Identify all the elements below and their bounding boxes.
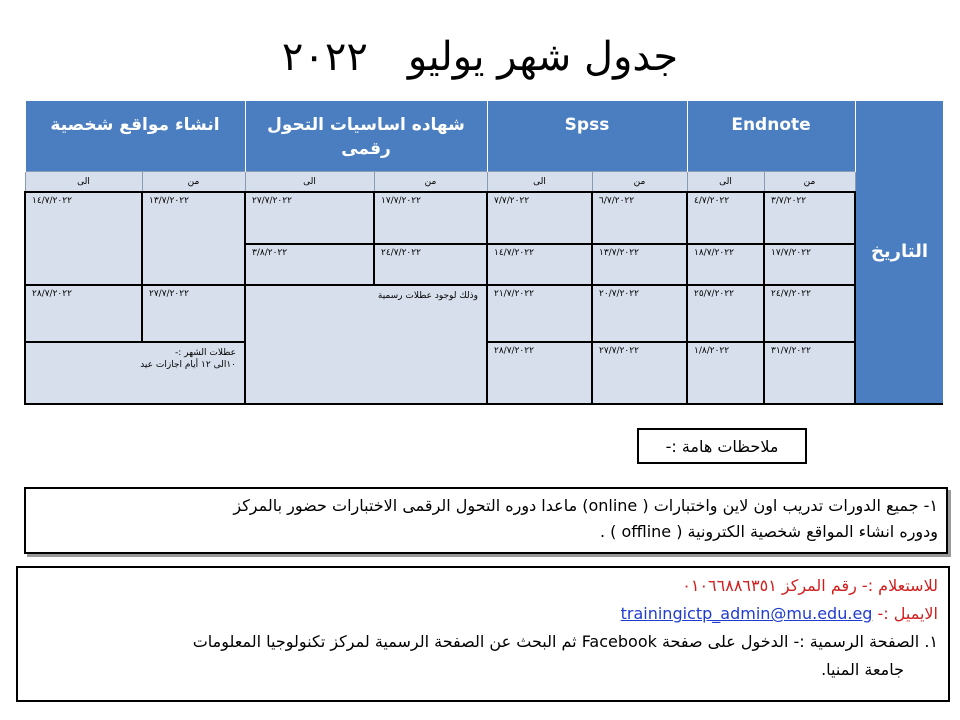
table-cell: ١٨/٧/٢٠٢٢ <box>687 244 764 285</box>
title-year: ٢٠٢٢ <box>281 34 368 80</box>
table-cell: ١٧/٧/٢٠٢٢ <box>374 192 487 244</box>
table-cell: ٢٧/٧/٢٠٢٢ <box>142 285 245 342</box>
table-cell: ٢٨/٧/٢٠٢٢ <box>487 342 592 404</box>
table-cell: ٢٤/٧/٢٠٢٢ <box>374 244 487 285</box>
note-line-1: ١- جميع الدورات تدريب اون لاين واختبارات ( online) ماعدا دوره التحول الرقمى الاختبارات حضور بالمركز <box>233 496 938 515</box>
table-cell: ٤/٧/٢٠٢٢ <box>687 192 764 244</box>
official-page-line: ١. الصفحة الرسمية :- الدخول على صفحة Facebook ثم البحث عن الصفحة الرسمية لمركز تكنولوجيا المعلومات <box>192 632 938 651</box>
table-cell: ١٤/٧/٢٠٢٢ <box>487 244 592 285</box>
schedule-table <box>24 100 943 405</box>
table-cell: ٢٨/٧/٢٠٢٢ <box>25 285 142 342</box>
table-cell: ١٤/٧/٢٠٢٢ <box>25 192 142 285</box>
table-cell: ٣١/٧/٢٠٢٢ <box>764 342 855 404</box>
table-cell: ٦/٧/٢٠٢٢ <box>592 192 687 244</box>
note-line-2: ودوره انشاء المواقع شخصية الكترونية ( offline ) . <box>599 522 938 541</box>
endnote-from-label: من <box>764 172 855 192</box>
table-cell: ٧/٧/٢٠٢٢ <box>487 192 592 244</box>
course-header-endnote: Endnote <box>687 101 855 172</box>
websites-from-label: من <box>142 172 245 192</box>
table-cell: ٢٠/٧/٢٠٢٢ <box>592 285 687 342</box>
digital-to-label: الى <box>245 172 374 192</box>
notes-box <box>24 487 948 554</box>
course-header-websites: انشاء مواقع شخصية <box>25 101 245 172</box>
endnote-to-label: الى <box>687 172 764 192</box>
spss-to-label: الى <box>487 172 592 192</box>
digital-holiday-note: وذلك لوجود عطلات رسمية <box>245 285 487 404</box>
table-cell: ٢١/٧/٢٠٢٢ <box>487 285 592 342</box>
course-header-digital: شهاده اساسيات التحول رقمى <box>245 101 487 172</box>
table-cell: ٣/٨/٢٠٢٢ <box>245 244 374 285</box>
contact-box <box>16 566 950 702</box>
phone-line: للاستعلام :- رقم المركز ٠١٠٦٦٨٨٦٣٥١ <box>682 576 938 595</box>
digital-from-label: من <box>374 172 487 192</box>
email-label: الايميل :- <box>877 604 938 623</box>
table-cell: ١٣/٧/٢٠٢٢ <box>592 244 687 285</box>
table-cell: ١٣/٧/٢٠٢٢ <box>142 192 245 285</box>
table-cell: ١٧/٧/٢٠٢٢ <box>764 244 855 285</box>
email-line <box>28 600 938 628</box>
table-cell: ١/٨/٢٠٢٢ <box>687 342 764 404</box>
table-cell: ٢٥/٧/٢٠٢٢ <box>687 285 764 342</box>
important-notes-heading: ملاحظات هامة :- <box>637 428 807 464</box>
page-title <box>0 34 960 80</box>
email-link[interactable]: trainingictp_admin@mu.edu.eg <box>620 604 873 623</box>
course-header-spss: Spss <box>487 101 687 172</box>
table-cell: ٢٧/٧/٢٠٢٢ <box>245 192 374 244</box>
websites-to-label: الى <box>25 172 142 192</box>
table-cell: ٢٤/٧/٢٠٢٢ <box>764 285 855 342</box>
title-text: جدول شهر يوليو <box>407 34 679 80</box>
official-page-line-2: جامعة المنيا. <box>821 660 904 679</box>
holiday-note-line-2: ١٠الى ١٢ أيام اجازات عيد <box>140 359 236 370</box>
date-header: التاريخ <box>855 101 943 405</box>
month-holidays-note <box>25 342 245 404</box>
holiday-note-line-1: عطلات الشهر :- <box>175 347 236 358</box>
table-cell: ٣/٧/٢٠٢٢ <box>764 192 855 244</box>
spss-from-label: من <box>592 172 687 192</box>
table-cell: ٢٧/٧/٢٠٢٢ <box>592 342 687 404</box>
